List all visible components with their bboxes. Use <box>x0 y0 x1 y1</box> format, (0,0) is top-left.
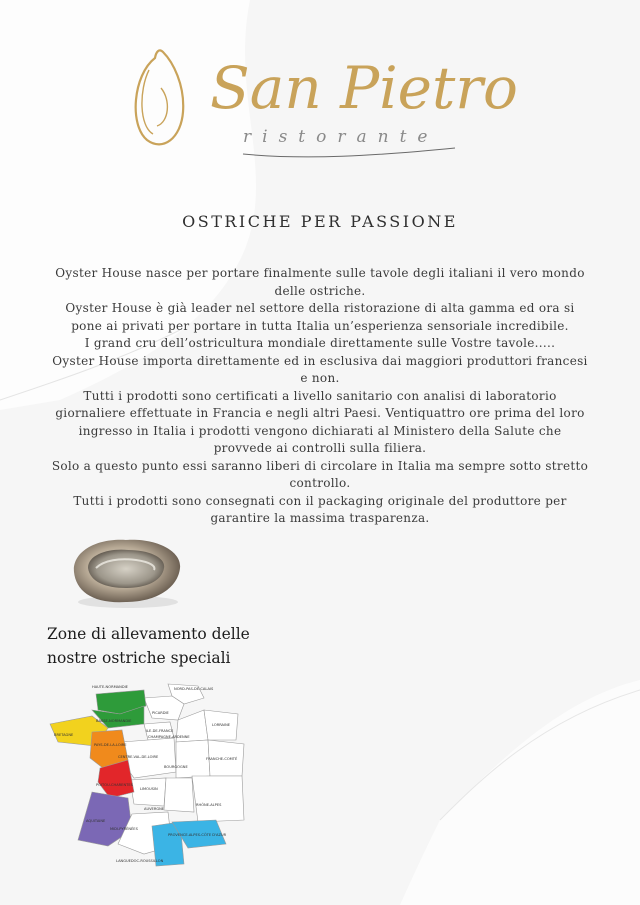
map-label: AUVERGNE <box>144 807 165 811</box>
map-label: BRETAGNE <box>54 733 74 737</box>
paragraph: Solo a questo punto essi saranno liberi di circolare in Italia ma sempre sotto stretto controllo. <box>51 458 589 490</box>
map-label: NORD-PAS-DE-CALAIS <box>174 687 214 691</box>
map-label: LANGUEDOC-ROUSSILLON <box>116 859 164 863</box>
zones-title-line: Zone di allevamento delle <box>47 625 250 643</box>
page-heading: OSTRICHE PER PASSIONE <box>182 212 458 231</box>
oyster-image <box>66 532 186 614</box>
map-region-rhone-alpes <box>192 776 244 822</box>
description-text <box>50 265 590 528</box>
map-label: LORRAINE <box>212 723 231 727</box>
map-label: FRANCHE-COMTÉ <box>206 757 238 761</box>
map-label: RHÔNE-ALPES <box>196 803 222 807</box>
paragraph: Oyster House è già leader nel settore della ristorazione di alta gamma ed ora si pone ai privati per portare in tutta Italia un’esperienza sensoriale incredibile. <box>65 301 575 333</box>
map-label: LIMOUSIN <box>140 787 158 791</box>
map-label: BOURGOGNE <box>164 765 188 769</box>
map-region-auvergne <box>164 778 194 812</box>
map-label: MIDI-PYRÉNÉES <box>110 827 138 831</box>
map-label: PROVENCE-ALPES-CÔTE D'AZUR <box>168 833 227 837</box>
brand-name: San Pietro <box>210 54 518 122</box>
paragraph: Tutti i prodotti sono consegnati con il packaging originale del produttore per garantire la massima trasparenza. <box>73 493 567 525</box>
map-label: BASSE-NORMANDIE <box>96 719 132 723</box>
map-label: ILE-DE-FRANCE <box>146 729 174 733</box>
france-oyster-regions-map <box>48 680 258 870</box>
map-label: PAYS-DE-LA-LOIRE <box>94 743 127 747</box>
zones-title <box>47 622 277 670</box>
map-label: POITOU-CHARENTES <box>96 783 133 787</box>
zones-title-line: nostre ostriche speciali <box>47 649 231 667</box>
map-region-bourgogne <box>176 740 210 778</box>
map-label: CENTRE-VAL-DE-LOIRE <box>118 755 159 759</box>
map-label: AQUITAINE <box>86 819 106 823</box>
paragraph: Tutti i prodotti sono certificati a livello sanitario con analisi di laboratorio giornaliere effettuate in Francia e negli altri Paesi. Ventiquattro ore prima del loro ingresso in Italia i prodotti vengono dichiarati al Ministero della Salute che provvede ai controlli sulla filiera. <box>55 388 585 455</box>
map-region-limousin <box>130 778 166 806</box>
san-pietro-logo <box>125 30 525 180</box>
map-label: HAUTE-NORMANDIE <box>92 685 128 689</box>
map-label: PICARDIE <box>152 711 169 715</box>
paragraph: Oyster House nasce per portare finalmente sulle tavole degli italiani il vero mondo delle ostriche. <box>55 266 585 298</box>
map-label: CHAMPAGNE-ARDENNE <box>148 735 190 739</box>
brand-tagline: ristorante <box>243 127 439 147</box>
paragraph: Oyster House importa direttamente ed in esclusiva dai maggiori produttori francesi e non. <box>52 353 588 385</box>
paragraph: I grand cru dell’ostricultura mondiale direttamente sulle Vostre tavole..... <box>84 336 556 350</box>
